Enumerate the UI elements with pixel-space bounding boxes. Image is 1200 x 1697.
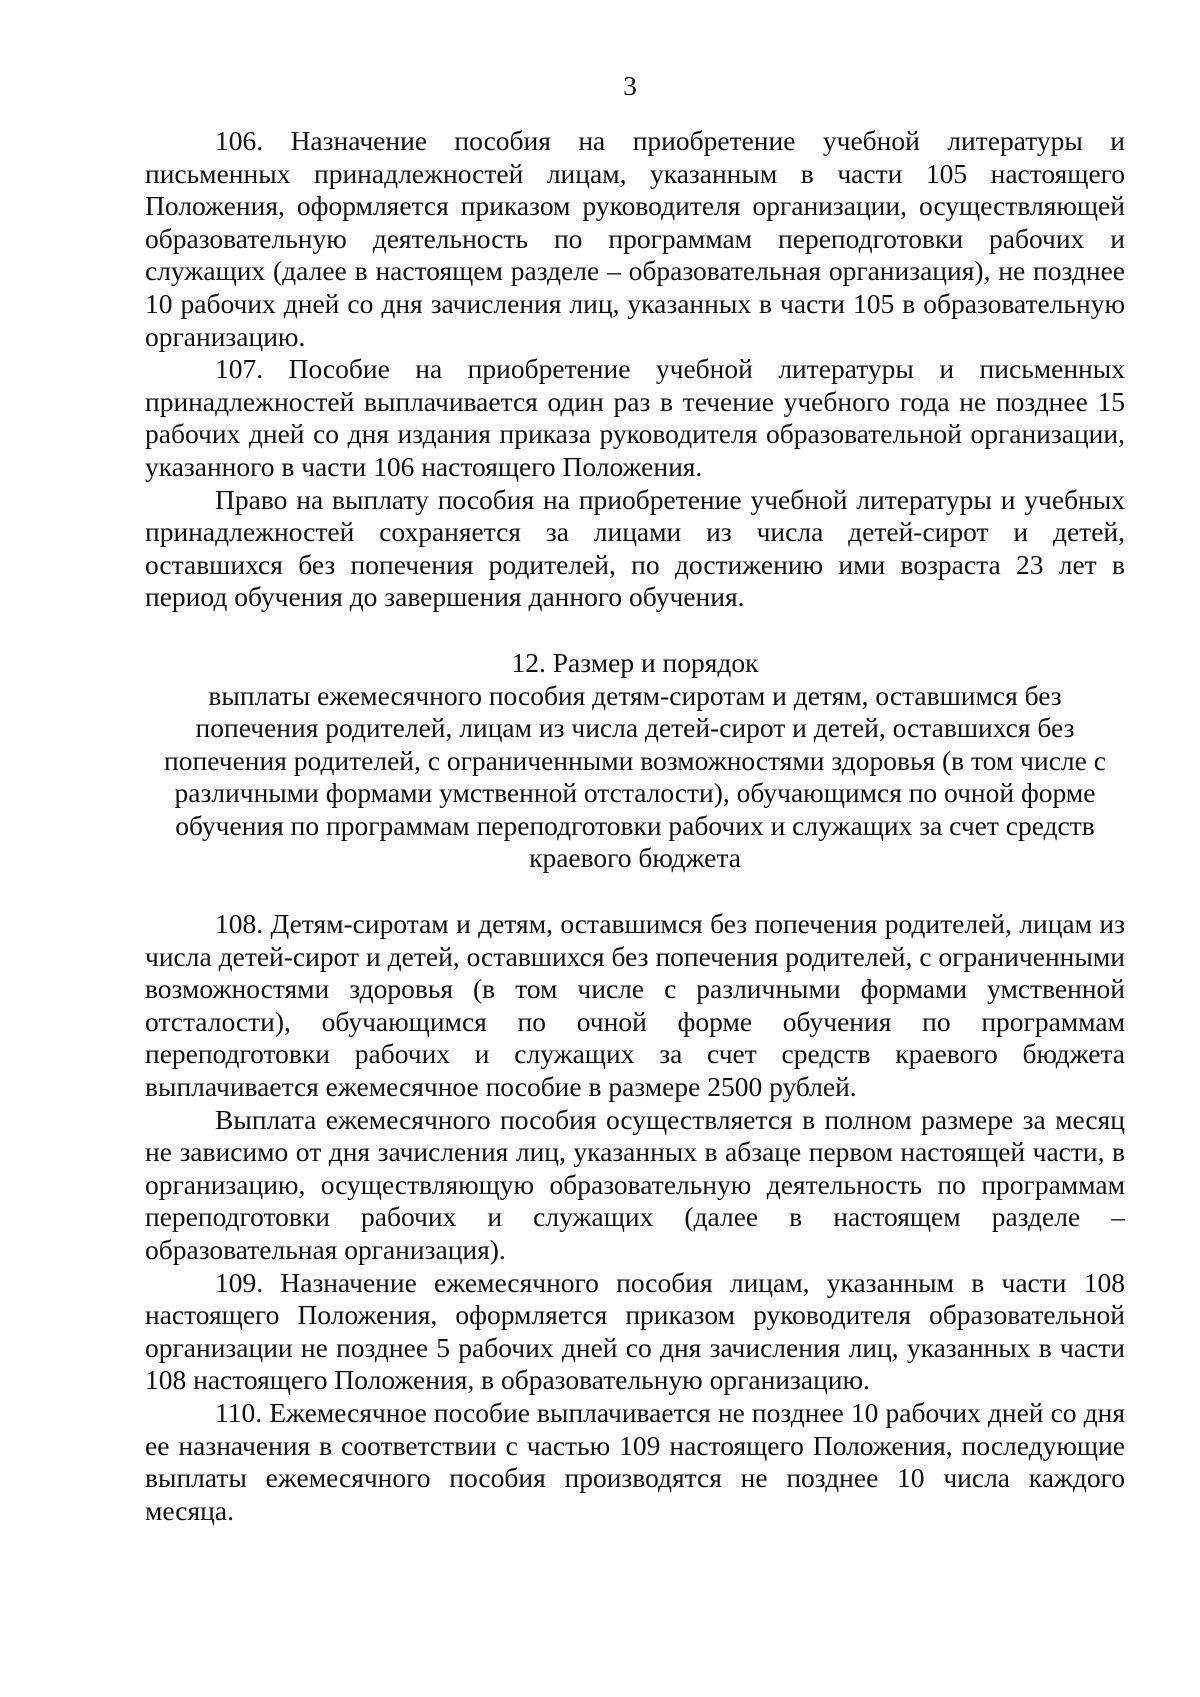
section-heading — [145, 647, 1125, 875]
paragraph-106: 106. Назначение пособия на приобретение учебной литературы и письменных принадлежностей лицам, указанным в части 105 настоящего Положения, оформляется приказом руководителя организации, осуществляющей образовательную деятельность по программам переподготовки рабочих и служащих (далее в настоящем разделе – образовательная организация), не позднее 10 рабочих дней со дня зачисления лиц, указанных в части 105 в образовательную организацию. — [145, 125, 1125, 352]
section-heading-line: обучения по программам переподготовки рабочих и служащих за счет средств — [175, 809, 1095, 841]
paragraph-107: 107. Пособие на приобретение учебной литературы и письменных принадлежностей выплачивается один раз в течение учебного года не позднее 15 рабочих дней со дня издания приказа руководителя образовательной организации, указанного в части 106 настоящего Положения. — [145, 353, 1125, 482]
page-number: 3 — [623, 70, 637, 101]
paragraph-109: 109. Назначение ежемесячного пособия лицам, указанным в части 108 настоящего Положения, оформляется приказом руководителя образовательной организации не позднее 5 рабочих дней со дня зачисления лиц, указанных в части 108 настоящего Положения, в образовательную организацию. — [145, 1266, 1125, 1396]
paragraph-107-right: Право на выплату пособия на приобретение учебной литературы и учебных принадлежностей сохраняется за лицами из числа детей-сирот и детей, оставшихся без попечения родителей, по достижению ими возраста 23 лет в период обучения до завершения данного обучения. — [145, 483, 1125, 613]
section-heading-line: попечения родителей, лицам из числа детей-сирот и детей, оставшихся без — [195, 712, 1075, 744]
paragraph-110: 110. Ежемесячное пособие выплачивается не позднее 10 рабочих дней со дня ее назначения в соответствии с частью 109 настоящего Положения, последующие выплаты ежемесячного пособия производятся не позднее 10 числа каждого месяца. — [145, 1396, 1125, 1526]
section-heading-line: краевого бюджета — [529, 842, 741, 874]
paragraph-108: 108. Детям-сиротам и детям, оставшимся без попечения родителей, лицам из числа детей-сирот и детей, оставшихся без попечения родителей, с ограниченными возможностями здоровья (в том числе с различными формами умственной отсталости), обучающимся по очной форме обучения по программам переподготовки рабочих и служащих за счет средств краевого бюджета выплачивается ежемесячное пособие в размере 2500 рублей. — [145, 908, 1125, 1103]
section-title: 12. Размер и порядок — [511, 646, 759, 678]
section-heading-line: выплаты ежемесячного пособия детям-сиротам и детям, оставшимся без — [208, 679, 1062, 711]
section-heading-line: попечения родителей, с ограниченными возможностями здоровья (в том числе с — [164, 744, 1106, 776]
document-body — [145, 125, 1125, 1527]
paragraph-108-payment: Выплата ежемесячного пособия осуществляется в полном размере за месяц не зависимо от дня зачисления лиц, указанных в абзаце первом настоящей части, в организацию, осуществляющую образовательную деятельность по программам переподготовки рабочих и служащих (далее в настоящем разделе – образовательная организация). — [145, 1103, 1125, 1265]
section-heading-line: различными формами умственной отсталости), обучающимся по очной форме — [174, 777, 1096, 809]
